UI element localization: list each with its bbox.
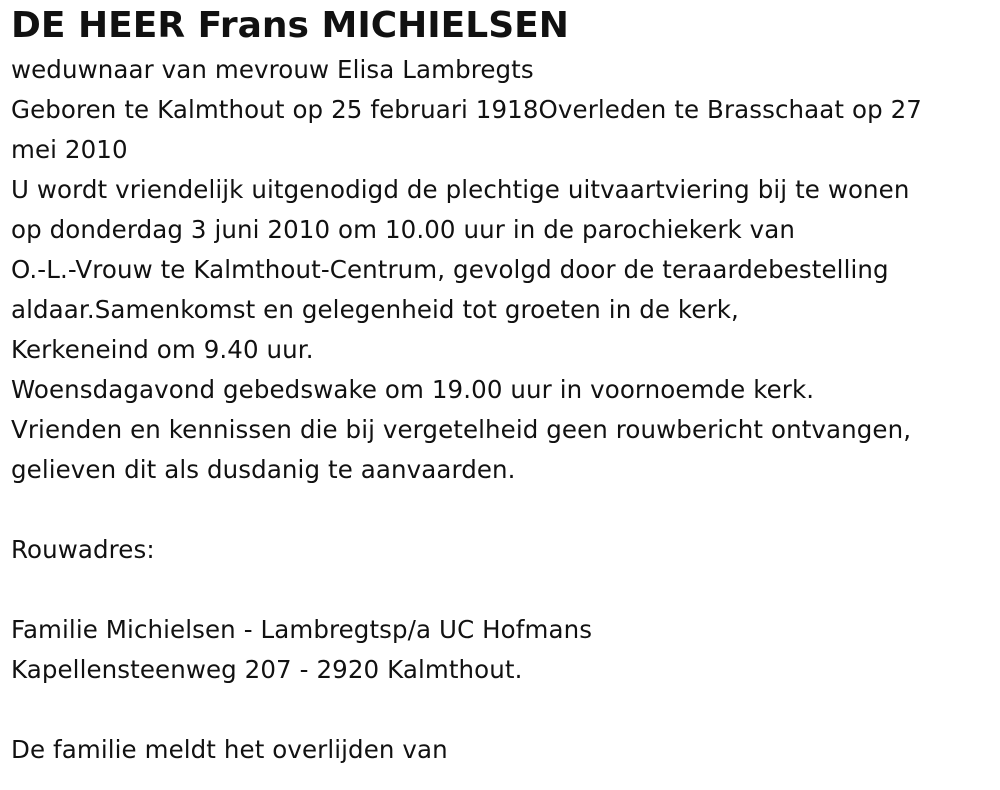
invitation-line: U wordt vriendelijk uitgenodigd de plechtige uitvaartviering bij te wonen: [11, 175, 910, 204]
notice-body: [11, 50, 996, 770]
family-name-line: Familie Michielsen - Lambregtsp/a UC Hofmans: [11, 615, 593, 644]
notice-title: DE HEER Frans MICHIELSEN: [11, 5, 569, 46]
blank-line: [11, 690, 996, 730]
blank-line: [11, 570, 996, 610]
family-announcement-line: De familie meldt het overlijden van: [11, 735, 448, 764]
death-date-line: mei 2010: [11, 135, 128, 164]
birth-death-line: Geboren te Kalmthout op 25 februari 1918Overleden te Brasschaat op 27: [11, 95, 922, 124]
wake-line: Woensdagavond gebedswake om 19.00 uur in voornoemde kerk.: [11, 375, 815, 404]
friends-line: Vrienden en kennissen die bij vergetelheid geen rouwbericht ontvangen,: [11, 415, 912, 444]
mourning-address-label: Rouwadres:: [11, 535, 155, 564]
death-notice: [11, 2, 996, 770]
gathering-line: aldaar.Samenkomst en gelegenheid tot groeten in de kerk,: [11, 295, 739, 324]
blank-line: [11, 490, 996, 530]
gathering-time-line: Kerkeneind om 9.40 uur.: [11, 335, 314, 364]
church-line: O.-L.-Vrouw te Kalmthout-Centrum, gevolgd door de teraardebestelling: [11, 255, 889, 284]
widower-line: weduwnaar van mevrouw Elisa Lambregts: [11, 55, 534, 84]
ceremony-date-line: op donderdag 3 juni 2010 om 10.00 uur in de parochiekerk van: [11, 215, 796, 244]
friends-continuation-line: gelieven dit als dusdanig te aanvaarden.: [11, 455, 516, 484]
street-address-line: Kapellensteenweg 207 - 2920 Kalmthout.: [11, 655, 523, 684]
